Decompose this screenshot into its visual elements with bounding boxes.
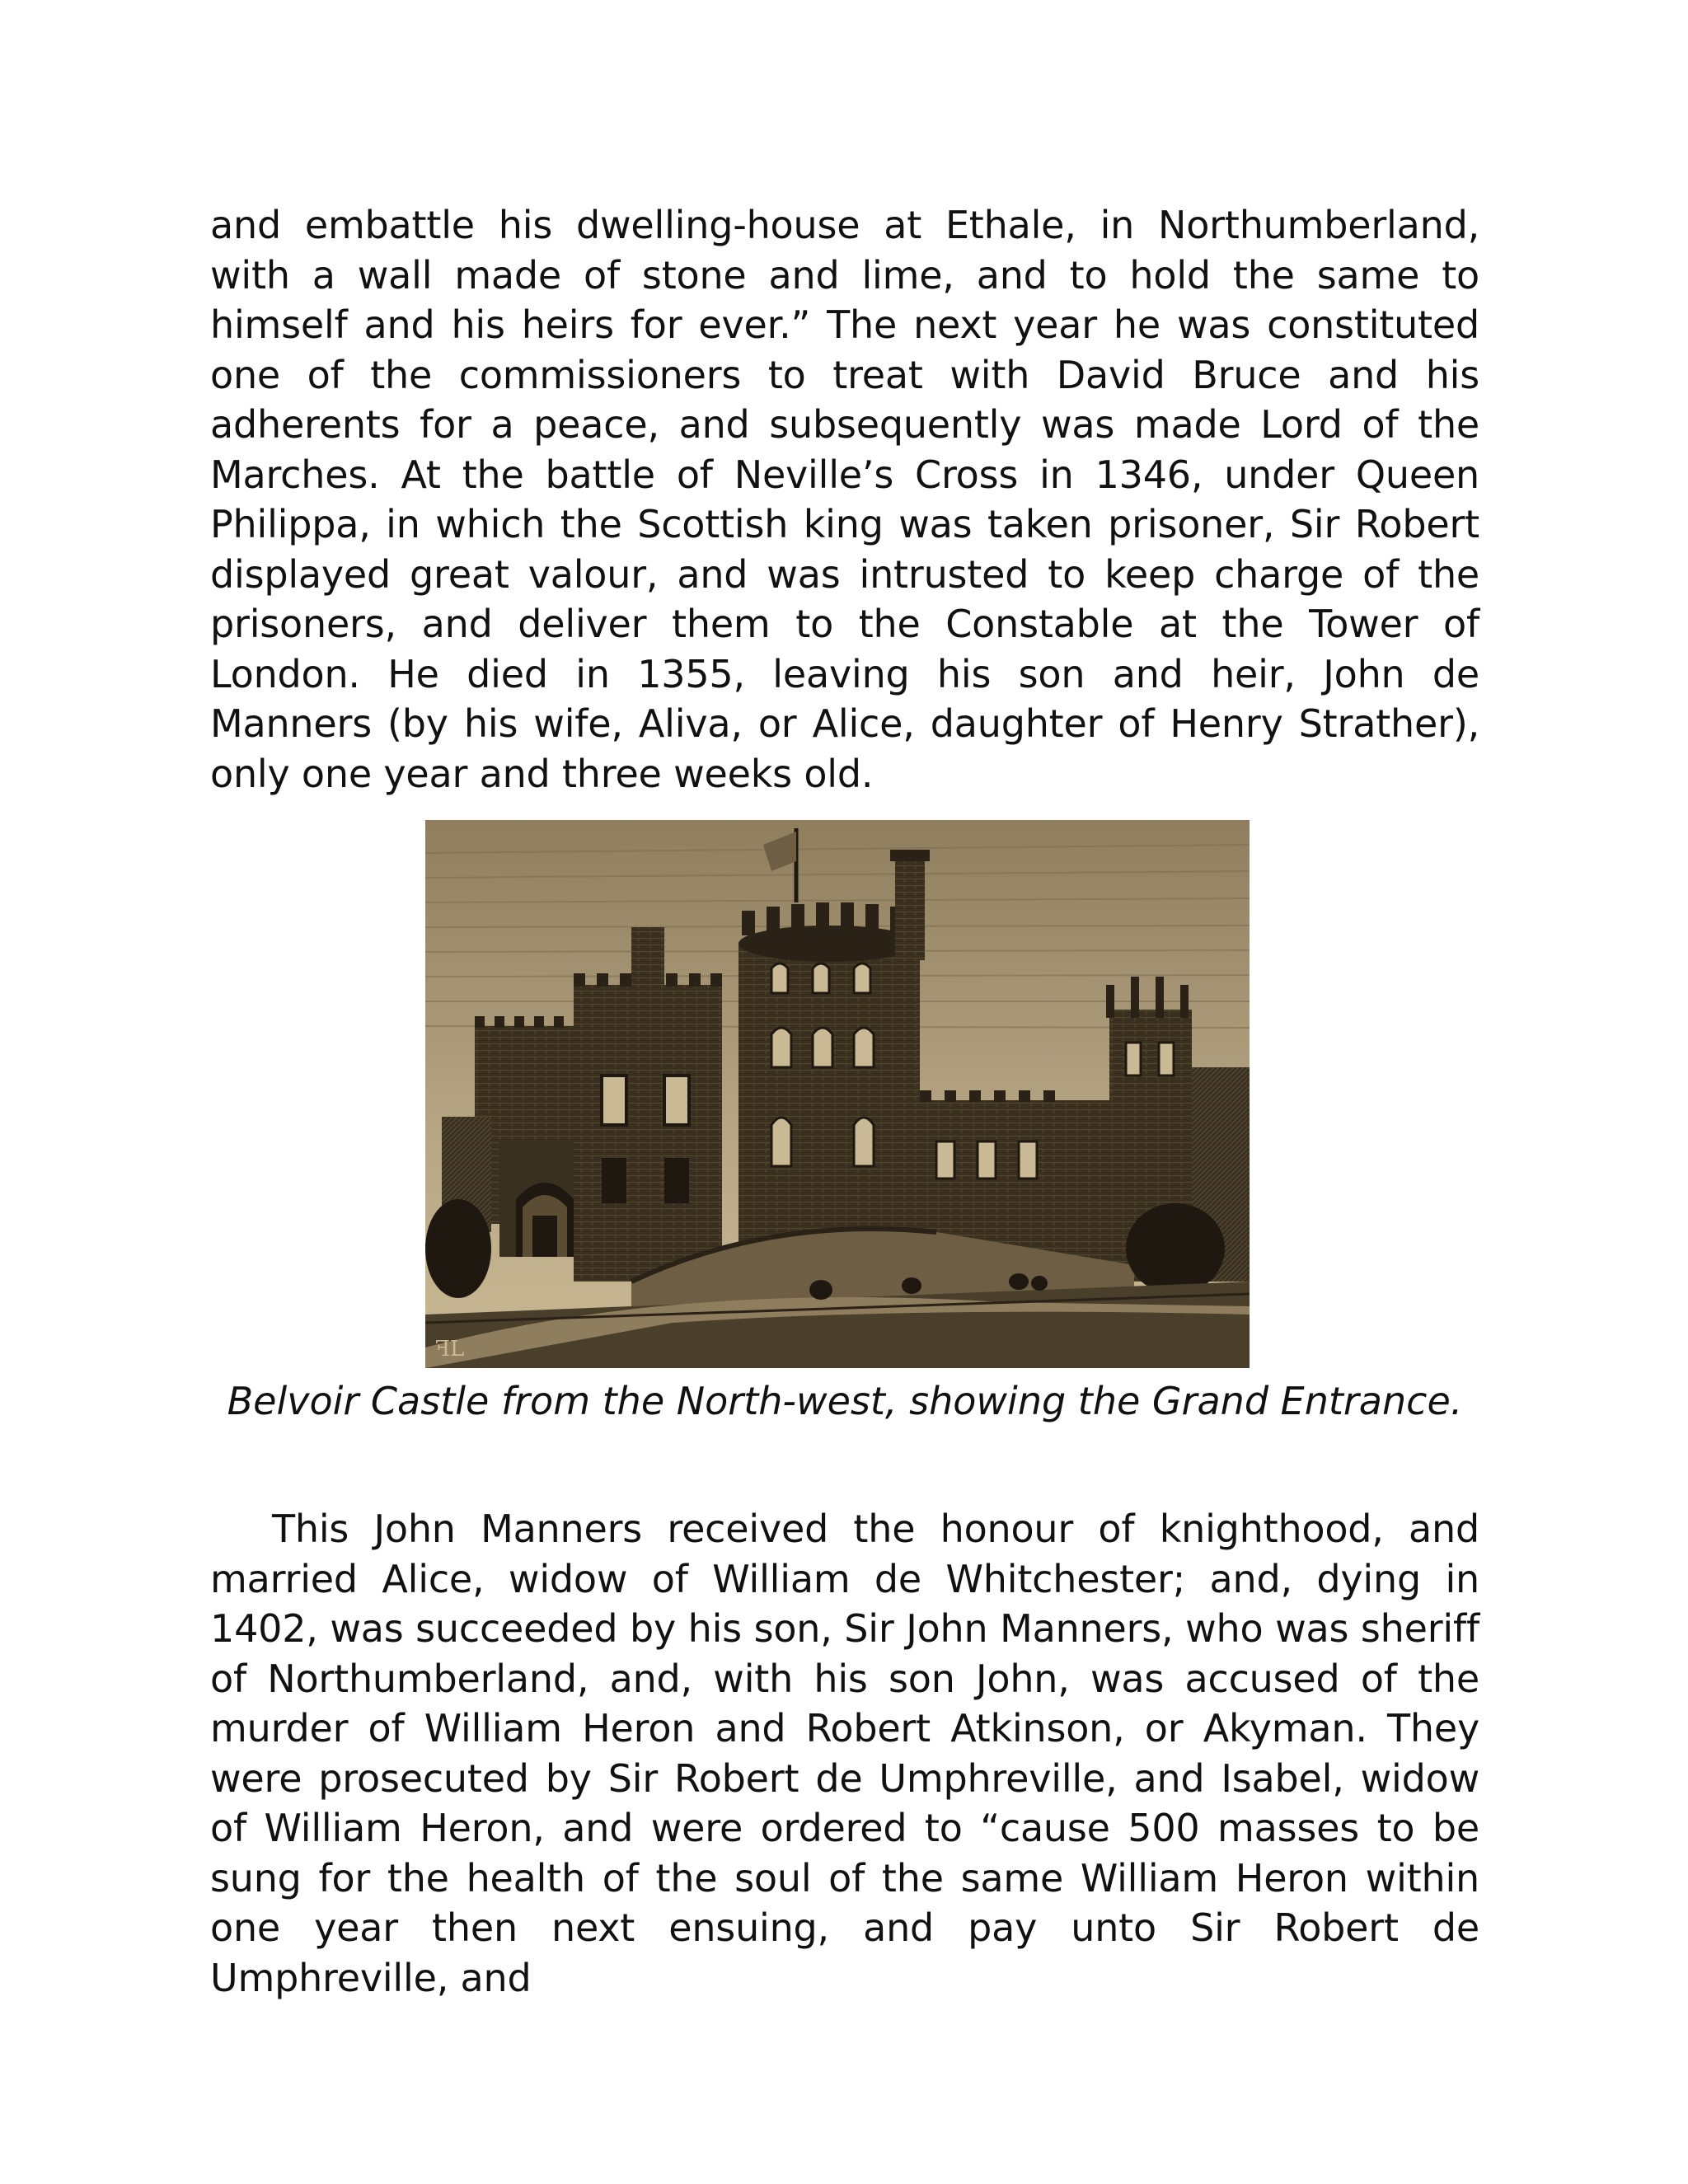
svg-text:ꟻL: ꟻL — [435, 1337, 465, 1361]
castle-engraving — [425, 820, 1250, 1368]
body-paragraph: This John Manners received the honour of knighthood, and married Alice, widow of William de Whitchester; and, dying in 1402, was succeeded by his son, Sir John Manners, who was sheriff of Northumberland, and, with his son John, was accused of the murder of William Heron and Robert Atkinson, or Akyman. They were prosecuted by Sir Robert de Umphreville, and Isabel, widow of William Heron, and were ordered to “cause 500 masses to be sung for the health of the soul of the same William Heron within one year then next ensuing, and pay unto Sir Robert de Umphreville, and — [210, 1507, 1479, 2000]
figure-caption: Belvoir Castle from the North-west, showing the Grand Entrance. — [227, 1379, 1463, 1423]
body-paragraph: and embattle his dwelling-house at Ethale, in Northumberland, with a wall made of stone and lime, and to hold the same to himself and his heirs for ever.” The next year he was constituted one of the commissioners to treat with David Bruce and his adherents for a peace, and subsequently was made Lord of the Marches. At the battle of Neville’s Cross in 1346, under Queen Philippa, in which the Scottish king was taken prisoner, Sir Robert displayed great valour, and was intrusted to keep charge of the prisoners, and deliver them to the Constable at the Tower of London. He died in 1355, leaving his son and heir, John de Manners (by his wife, Aliva, or Alice, daughter of Henry Strather), only one year and three weeks old. — [210, 203, 1479, 796]
engraving-illustration — [425, 820, 1250, 1368]
